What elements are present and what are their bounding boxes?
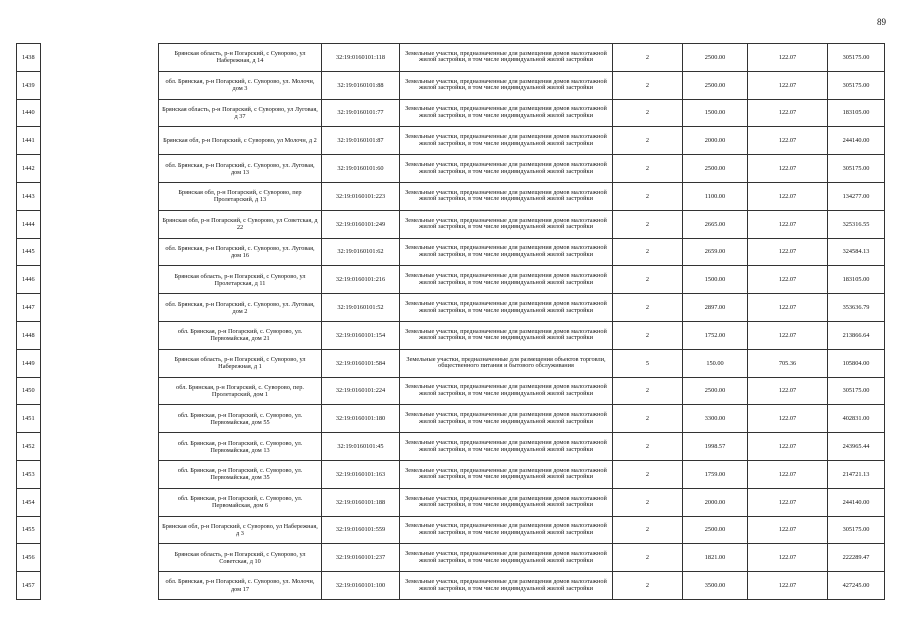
cadastral-value-cell: 305175.00 bbox=[828, 155, 885, 183]
row-number: 1449 bbox=[17, 349, 41, 377]
column-gap bbox=[41, 516, 159, 544]
cadastral-number-cell: 32:19:0160101:88 bbox=[322, 71, 400, 99]
specific-value-cell: 122.07 bbox=[748, 182, 828, 210]
cadastral-number-cell: 32:19:0160101:154 bbox=[322, 321, 400, 349]
cadastral-number-cell: 32:19:0160101:216 bbox=[322, 266, 400, 294]
cadastral-value-cell: 243965.44 bbox=[828, 433, 885, 461]
area-cell: 2500.00 bbox=[683, 44, 748, 72]
row-number: 1448 bbox=[17, 321, 41, 349]
land-use-cell: Земельные участки, предназначенные для размещения объектов торговли, общественного питания и бытового обслуживания bbox=[400, 349, 613, 377]
column-gap bbox=[41, 349, 159, 377]
table-row bbox=[17, 405, 885, 433]
row-number: 1442 bbox=[17, 155, 41, 183]
land-use-cell: Земельные участки, предназначенные для размещения домов малоэтажной жилой застройки, в том числе индивидуальной жилой застройки bbox=[400, 294, 613, 322]
area-cell: 3500.00 bbox=[683, 572, 748, 600]
row-number: 1440 bbox=[17, 99, 41, 127]
area-cell: 1500.00 bbox=[683, 266, 748, 294]
land-use-cell: Земельные участки, предназначенные для размещения домов малоэтажной жилой застройки, в том числе индивидуальной жилой застройки bbox=[400, 516, 613, 544]
table-row bbox=[17, 460, 885, 488]
area-cell: 1998.57 bbox=[683, 433, 748, 461]
column-gap bbox=[41, 99, 159, 127]
cadastral-value-cell: 324584.13 bbox=[828, 238, 885, 266]
area-cell: 1752.00 bbox=[683, 321, 748, 349]
group-cell: 2 bbox=[613, 238, 683, 266]
column-gap bbox=[41, 572, 159, 600]
area-cell: 2000.00 bbox=[683, 488, 748, 516]
land-use-cell: Земельные участки, предназначенные для размещения домов малоэтажной жилой застройки, в том числе индивидуальной жилой застройки bbox=[400, 127, 613, 155]
table-row bbox=[17, 544, 885, 572]
column-gap bbox=[41, 210, 159, 238]
cadastral-number-cell: 32:19:0160101:77 bbox=[322, 99, 400, 127]
cadastral-value-cell: 427245.00 bbox=[828, 572, 885, 600]
row-number: 1445 bbox=[17, 238, 41, 266]
address-cell: обл. Брянская, р-н Погарский, с. Суворово, ул. Молочн, дом 3 bbox=[159, 71, 322, 99]
cadastral-value-cell: 244140.00 bbox=[828, 127, 885, 155]
specific-value-cell: 122.07 bbox=[748, 460, 828, 488]
column-gap bbox=[41, 182, 159, 210]
table-row bbox=[17, 99, 885, 127]
cadastral-number-cell: 32:19:0160101:559 bbox=[322, 516, 400, 544]
address-cell: Брянская область, р-н Погарский, с Суворово, ул Советская, д 10 bbox=[159, 544, 322, 572]
land-use-cell: Земельные участки, предназначенные для размещения домов малоэтажной жилой застройки, в том числе индивидуальной жилой застройки bbox=[400, 44, 613, 72]
column-gap bbox=[41, 238, 159, 266]
land-use-cell: Земельные участки, предназначенные для размещения домов малоэтажной жилой застройки, в том числе индивидуальной жилой застройки bbox=[400, 99, 613, 127]
address-cell: Брянская область, р-н Погарский, с Суворово, ул Пролетарская, д 11 bbox=[159, 266, 322, 294]
specific-value-cell: 122.07 bbox=[748, 544, 828, 572]
group-cell: 2 bbox=[613, 516, 683, 544]
land-use-cell: Земельные участки, предназначенные для размещения домов малоэтажной жилой застройки, в том числе индивидуальной жилой застройки bbox=[400, 182, 613, 210]
specific-value-cell: 122.07 bbox=[748, 266, 828, 294]
row-number: 1451 bbox=[17, 405, 41, 433]
cadastral-number-cell: 32:19:0160101:118 bbox=[322, 44, 400, 72]
group-cell: 2 bbox=[613, 71, 683, 99]
specific-value-cell: 122.07 bbox=[748, 433, 828, 461]
specific-value-cell: 122.07 bbox=[748, 488, 828, 516]
table-row bbox=[17, 71, 885, 99]
cadastral-value-cell: 244140.00 bbox=[828, 488, 885, 516]
cadastral-number-cell: 32:19:0160101:100 bbox=[322, 572, 400, 600]
address-cell: обл. Брянская, р-н Погарский, с. Суворово, ул. Первомайская, дом 6 bbox=[159, 488, 322, 516]
column-gap bbox=[41, 377, 159, 405]
address-cell: обл. Брянская, р-н Погарский, с. Суворово, ул. Луговая, дом 2 bbox=[159, 294, 322, 322]
area-cell: 1100.00 bbox=[683, 182, 748, 210]
table-row bbox=[17, 349, 885, 377]
area-cell: 2500.00 bbox=[683, 377, 748, 405]
area-cell: 3300.00 bbox=[683, 405, 748, 433]
column-gap bbox=[41, 155, 159, 183]
column-gap bbox=[41, 127, 159, 155]
cadastral-number-cell: 32:19:0160101:60 bbox=[322, 155, 400, 183]
land-use-cell: Земельные участки, предназначенные для размещения домов малоэтажной жилой застройки, в том числе индивидуальной жилой застройки bbox=[400, 266, 613, 294]
land-use-cell: Земельные участки, предназначенные для размещения домов малоэтажной жилой застройки, в том числе индивидуальной жилой застройки bbox=[400, 71, 613, 99]
row-number: 1456 bbox=[17, 544, 41, 572]
address-cell: обл. Брянская, р-н Погарский, с. Суворово, пер. Пролетарский, дом 1 bbox=[159, 377, 322, 405]
cadastral-number-cell: 32:19:0160101:163 bbox=[322, 460, 400, 488]
address-cell: обл. Брянская, р-н Погарский, с. Суворово, ул. Первомайская, дом 21 bbox=[159, 321, 322, 349]
group-cell: 2 bbox=[613, 460, 683, 488]
cadastral-value-cell: 305175.00 bbox=[828, 44, 885, 72]
cadastral-number-cell: 32:19:0160101:237 bbox=[322, 544, 400, 572]
group-cell: 2 bbox=[613, 405, 683, 433]
address-cell: обл. Брянская, р-н Погарский, с. Суворово, ул. Первомайская, дом 55 bbox=[159, 405, 322, 433]
row-number: 1450 bbox=[17, 377, 41, 405]
address-cell: Брянская обл, р-н Погарский, с Суворово, ул Советская, д 22 bbox=[159, 210, 322, 238]
specific-value-cell: 122.07 bbox=[748, 405, 828, 433]
group-cell: 2 bbox=[613, 544, 683, 572]
specific-value-cell: 705.36 bbox=[748, 349, 828, 377]
column-gap bbox=[41, 44, 159, 72]
row-number: 1438 bbox=[17, 44, 41, 72]
specific-value-cell: 122.07 bbox=[748, 127, 828, 155]
cadastral-value-cell: 134277.00 bbox=[828, 182, 885, 210]
row-number: 1444 bbox=[17, 210, 41, 238]
area-cell: 2500.00 bbox=[683, 516, 748, 544]
cadastral-value-cell: 402831.00 bbox=[828, 405, 885, 433]
group-cell: 2 bbox=[613, 572, 683, 600]
address-cell: обл. Брянская, р-н Погарский, с. Суворово, ул. Первомайская, дом 35 bbox=[159, 460, 322, 488]
row-number: 1443 bbox=[17, 182, 41, 210]
land-use-cell: Земельные участки, предназначенные для размещения домов малоэтажной жилой застройки, в том числе индивидуальной жилой застройки bbox=[400, 377, 613, 405]
group-cell: 2 bbox=[613, 99, 683, 127]
group-cell: 2 bbox=[613, 155, 683, 183]
table-row bbox=[17, 182, 885, 210]
address-cell: Брянская область, р-н Погарский, с Суворово, ул Набережная, д 1 bbox=[159, 349, 322, 377]
land-use-cell: Земельные участки, предназначенные для размещения домов малоэтажной жилой застройки, в том числе индивидуальной жилой застройки bbox=[400, 544, 613, 572]
cadastral-value-table-container bbox=[16, 43, 885, 600]
cadastral-value-cell: 183105.00 bbox=[828, 266, 885, 294]
specific-value-cell: 122.07 bbox=[748, 294, 828, 322]
cadastral-value-cell: 214721.13 bbox=[828, 460, 885, 488]
row-number: 1452 bbox=[17, 433, 41, 461]
row-number: 1439 bbox=[17, 71, 41, 99]
area-cell: 2500.00 bbox=[683, 155, 748, 183]
address-cell: Брянская обл, р-н Погарский, с Суворово, ул Набережная, д 3 bbox=[159, 516, 322, 544]
address-cell: обл. Брянская, р-н Погарский, с. Суворово, ул. Луговая, дом 16 bbox=[159, 238, 322, 266]
land-use-cell: Земельные участки, предназначенные для размещения домов малоэтажной жилой застройки, в том числе индивидуальной жилой застройки bbox=[400, 210, 613, 238]
group-cell: 5 bbox=[613, 349, 683, 377]
land-use-cell: Земельные участки, предназначенные для размещения домов малоэтажной жилой застройки, в том числе индивидуальной жилой застройки bbox=[400, 460, 613, 488]
area-cell: 150.00 bbox=[683, 349, 748, 377]
column-gap bbox=[41, 294, 159, 322]
area-cell: 1759.00 bbox=[683, 460, 748, 488]
cadastral-number-cell: 32:19:0160101:62 bbox=[322, 238, 400, 266]
address-cell: обл. Брянская, р-н Погарский, с. Суворово, ул. Молочн, дом 17 bbox=[159, 572, 322, 600]
row-number: 1457 bbox=[17, 572, 41, 600]
group-cell: 2 bbox=[613, 44, 683, 72]
group-cell: 2 bbox=[613, 127, 683, 155]
table-body bbox=[17, 44, 885, 600]
specific-value-cell: 122.07 bbox=[748, 377, 828, 405]
column-gap bbox=[41, 544, 159, 572]
cadastral-number-cell: 32:19:0160101:52 bbox=[322, 294, 400, 322]
cadastral-value-cell: 353636.79 bbox=[828, 294, 885, 322]
cadastral-number-cell: 32:19:0160101:224 bbox=[322, 377, 400, 405]
cadastral-number-cell: 32:19:0160101:45 bbox=[322, 433, 400, 461]
cadastral-value-cell: 305175.00 bbox=[828, 516, 885, 544]
table-row bbox=[17, 266, 885, 294]
page-number: 89 bbox=[877, 17, 886, 27]
table-row bbox=[17, 155, 885, 183]
column-gap bbox=[41, 266, 159, 294]
land-use-cell: Земельные участки, предназначенные для размещения домов малоэтажной жилой застройки, в том числе индивидуальной жилой застройки bbox=[400, 488, 613, 516]
row-number: 1446 bbox=[17, 266, 41, 294]
group-cell: 2 bbox=[613, 488, 683, 516]
specific-value-cell: 122.07 bbox=[748, 99, 828, 127]
table-row bbox=[17, 516, 885, 544]
column-gap bbox=[41, 488, 159, 516]
area-cell: 2659.00 bbox=[683, 238, 748, 266]
land-use-cell: Земельные участки, предназначенные для размещения домов малоэтажной жилой застройки, в том числе индивидуальной жилой застройки bbox=[400, 155, 613, 183]
group-cell: 2 bbox=[613, 433, 683, 461]
column-gap bbox=[41, 321, 159, 349]
land-use-cell: Земельные участки, предназначенные для размещения домов малоэтажной жилой застройки, в том числе индивидуальной жилой застройки bbox=[400, 238, 613, 266]
table-row bbox=[17, 488, 885, 516]
area-cell: 2500.00 bbox=[683, 71, 748, 99]
cadastral-number-cell: 32:19:0160101:87 bbox=[322, 127, 400, 155]
specific-value-cell: 122.07 bbox=[748, 44, 828, 72]
land-use-cell: Земельные участки, предназначенные для размещения домов малоэтажной жилой застройки, в том числе индивидуальной жилой застройки bbox=[400, 572, 613, 600]
area-cell: 2665.00 bbox=[683, 210, 748, 238]
address-cell: Брянская область, р-н Погарский, с Суворово, ул Набережная, д 14 bbox=[159, 44, 322, 72]
table-row bbox=[17, 210, 885, 238]
group-cell: 2 bbox=[613, 266, 683, 294]
cadastral-number-cell: 32:19:0160101:180 bbox=[322, 405, 400, 433]
cadastral-number-cell: 32:19:0160101:249 bbox=[322, 210, 400, 238]
group-cell: 2 bbox=[613, 294, 683, 322]
group-cell: 2 bbox=[613, 377, 683, 405]
cadastral-value-cell: 183105.00 bbox=[828, 99, 885, 127]
table-row bbox=[17, 572, 885, 600]
specific-value-cell: 122.07 bbox=[748, 155, 828, 183]
area-cell: 1821.00 bbox=[683, 544, 748, 572]
area-cell: 2000.00 bbox=[683, 127, 748, 155]
specific-value-cell: 122.07 bbox=[748, 516, 828, 544]
address-cell: обл. Брянская, р-н Погарский, с. Суворово, ул. Первомайская, дом 13 bbox=[159, 433, 322, 461]
cadastral-number-cell: 32:19:0160101:223 bbox=[322, 182, 400, 210]
row-number: 1454 bbox=[17, 488, 41, 516]
cadastral-value-cell: 222289.47 bbox=[828, 544, 885, 572]
table-row bbox=[17, 294, 885, 322]
table-row bbox=[17, 238, 885, 266]
cadastral-value-cell: 325316.55 bbox=[828, 210, 885, 238]
specific-value-cell: 122.07 bbox=[748, 210, 828, 238]
area-cell: 1500.00 bbox=[683, 99, 748, 127]
address-cell: Брянская область, р-н Погарский, с Суворово, ул Луговая, д 37 bbox=[159, 99, 322, 127]
land-use-cell: Земельные участки, предназначенные для размещения домов малоэтажной жилой застройки, в том числе индивидуальной жилой застройки bbox=[400, 321, 613, 349]
cadastral-value-cell: 305175.00 bbox=[828, 377, 885, 405]
row-number: 1453 bbox=[17, 460, 41, 488]
row-number: 1455 bbox=[17, 516, 41, 544]
specific-value-cell: 122.07 bbox=[748, 71, 828, 99]
cadastral-number-cell: 32:19:0160101:188 bbox=[322, 488, 400, 516]
address-cell: Брянская обл, р-н Погарский, с Суворово, пер Пролетарский, д 13 bbox=[159, 182, 322, 210]
cadastral-value-cell: 105804.00 bbox=[828, 349, 885, 377]
table-row bbox=[17, 44, 885, 72]
area-cell: 2897.00 bbox=[683, 294, 748, 322]
cadastral-value-cell: 213866.64 bbox=[828, 321, 885, 349]
specific-value-cell: 122.07 bbox=[748, 238, 828, 266]
column-gap bbox=[41, 460, 159, 488]
table-row bbox=[17, 127, 885, 155]
land-use-cell: Земельные участки, предназначенные для размещения домов малоэтажной жилой застройки, в том числе индивидуальной жилой застройки bbox=[400, 405, 613, 433]
column-gap bbox=[41, 433, 159, 461]
land-use-cell: Земельные участки, предназначенные для размещения домов малоэтажной жилой застройки, в том числе индивидуальной жилой застройки bbox=[400, 433, 613, 461]
specific-value-cell: 122.07 bbox=[748, 321, 828, 349]
column-gap bbox=[41, 71, 159, 99]
group-cell: 2 bbox=[613, 182, 683, 210]
table-row bbox=[17, 433, 885, 461]
address-cell: обл. Брянская, р-н Погарский, с. Суворово, ул. Луговая, дом 13 bbox=[159, 155, 322, 183]
row-number: 1447 bbox=[17, 294, 41, 322]
cadastral-value-table bbox=[16, 43, 885, 600]
cadastral-number-cell: 32:19:0160101:584 bbox=[322, 349, 400, 377]
row-number: 1441 bbox=[17, 127, 41, 155]
group-cell: 2 bbox=[613, 321, 683, 349]
column-gap bbox=[41, 405, 159, 433]
group-cell: 2 bbox=[613, 210, 683, 238]
table-row bbox=[17, 321, 885, 349]
address-cell: Брянская обл, р-н Погарский, с Суворово, ул Молочн, д 2 bbox=[159, 127, 322, 155]
specific-value-cell: 122.07 bbox=[748, 572, 828, 600]
cadastral-value-cell: 305175.00 bbox=[828, 71, 885, 99]
table-row bbox=[17, 377, 885, 405]
